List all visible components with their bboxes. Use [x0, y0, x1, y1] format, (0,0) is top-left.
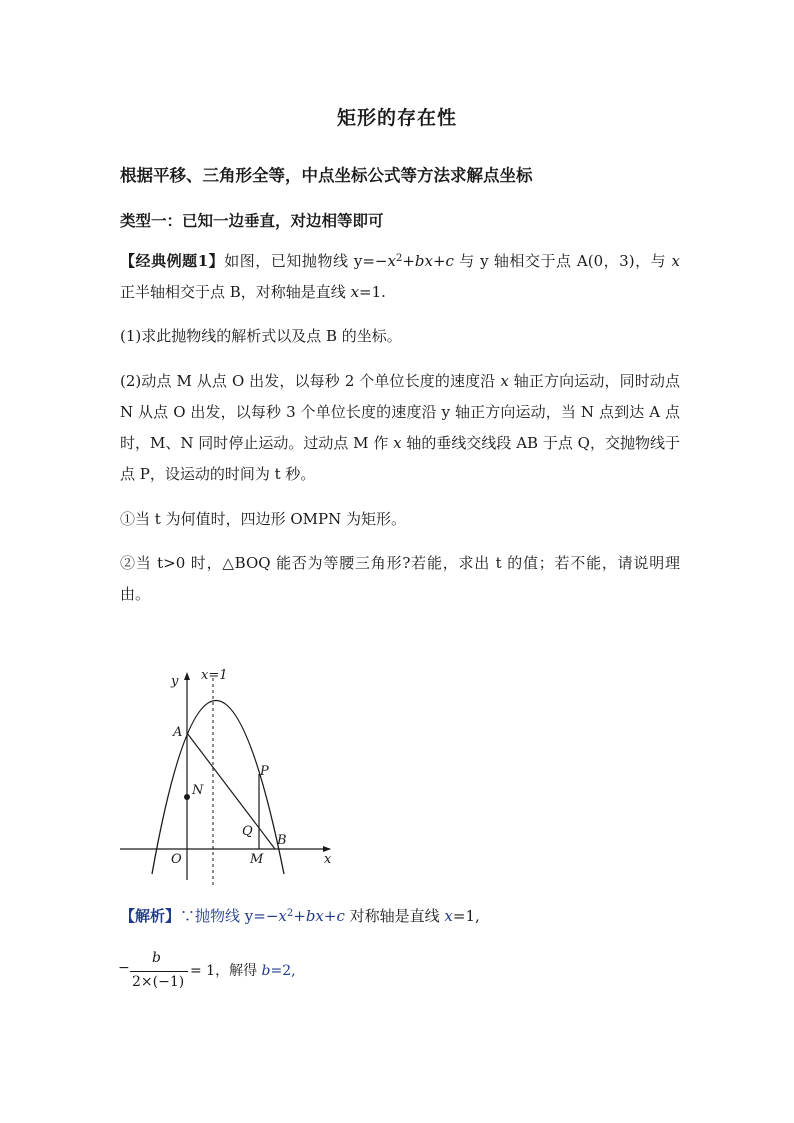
formula-numerator: b	[152, 950, 161, 966]
section-subtitle: 根据平移、三角形全等，中点坐标公式等方法求解点坐标	[120, 166, 533, 185]
formula-minus: −	[118, 960, 130, 976]
label-n: N	[192, 783, 204, 798]
example-text-6: =1.	[359, 283, 386, 301]
label-axis: x=1	[201, 668, 228, 683]
example-text-3: +	[432, 252, 446, 270]
label-a: A	[173, 725, 183, 740]
q2-text-c: 轴的垂线交线段 AB 于点 Q，交抛物线于点 P，设运动的时间为 t 秒。	[120, 434, 680, 483]
example-var-c: c	[445, 252, 454, 270]
question-1: (1)求此抛物线的解析式以及点 B 的坐标。	[120, 327, 402, 345]
solution-text-5: =1,	[452, 907, 480, 925]
example-tag: 【经典例题1】	[120, 252, 225, 270]
label-q: Q	[242, 824, 253, 839]
solution-text-4: 对称轴是直线	[344, 907, 445, 925]
solution-var-c: c	[336, 907, 345, 925]
example-var-bx: bx	[414, 252, 433, 270]
solution-tag: 【解析】	[120, 907, 181, 925]
solution-text-1: ∵抛物线 y=−	[180, 907, 279, 925]
question-2	[120, 366, 680, 490]
formula-denominator: 2×(−1)	[132, 974, 185, 990]
question-2-1: ①当 t 为何值时，四边形 OMPN 为矩形。	[120, 510, 406, 528]
label-o: O	[171, 852, 182, 867]
parabola-curve	[152, 701, 284, 875]
solution-var-bx: bx	[305, 907, 324, 925]
fraction-bar	[130, 971, 188, 972]
example-sq: 2	[395, 253, 403, 264]
question-2-2: ②当 t>0 时，△BOQ 能否为等腰三角形?若能，求出 t 的值；若不能，请说明理由。	[120, 554, 680, 603]
formula-result	[190, 960, 296, 980]
q2-text-a: (2)动点 M 从点 O 出发，以每秒 2 个单位长度的速度沿	[120, 372, 501, 390]
formula-var-b: b	[261, 963, 271, 979]
solution-text-3: +	[323, 907, 337, 925]
solution-var-x1: x	[278, 907, 287, 925]
point-n	[184, 794, 190, 800]
example-text-1: 如图，已知抛物线 y=−	[224, 252, 388, 270]
type-heading: 类型一：已知一边垂直，对边相等即可	[120, 211, 384, 230]
label-b: B	[277, 833, 287, 848]
solution-text	[120, 901, 680, 932]
example-text-5: 正半轴相交于点 B，对称轴是直线	[120, 283, 351, 301]
formula-eq: = 1，解得	[190, 963, 262, 979]
formula-val: =2,	[270, 963, 296, 979]
parabola-figure	[115, 660, 345, 890]
solution-text-2: +	[293, 907, 306, 925]
example-var-x3: x	[350, 283, 360, 301]
q2-text-b: 轴正方向运动，同时动点 N 从点 O 出发，以每秒 3 个单位长度的速度沿 y 轴正方向运动，当 N 点到达 A 点时，M、N 同时停止运动。过动点 M 作	[120, 372, 680, 452]
q2-var-x1: x	[500, 372, 509, 390]
example-problem	[120, 246, 680, 308]
solution-sq: 2	[286, 908, 294, 919]
label-x: x	[324, 852, 332, 867]
example-text-4: 与 y 轴相交于点 A(0，3)，与	[453, 252, 672, 270]
label-m: M	[250, 852, 264, 867]
label-p: P	[260, 764, 269, 779]
page-title: 矩形的存在性	[336, 107, 457, 129]
q2-var-x2: x	[393, 434, 402, 452]
y-axis-arrow	[184, 672, 190, 680]
example-var-x1: x	[387, 252, 396, 270]
example-text-2: +	[402, 252, 415, 270]
solution-var-x2: x	[444, 907, 453, 925]
label-y: y	[171, 674, 179, 689]
example-var-x2: x	[671, 252, 680, 270]
